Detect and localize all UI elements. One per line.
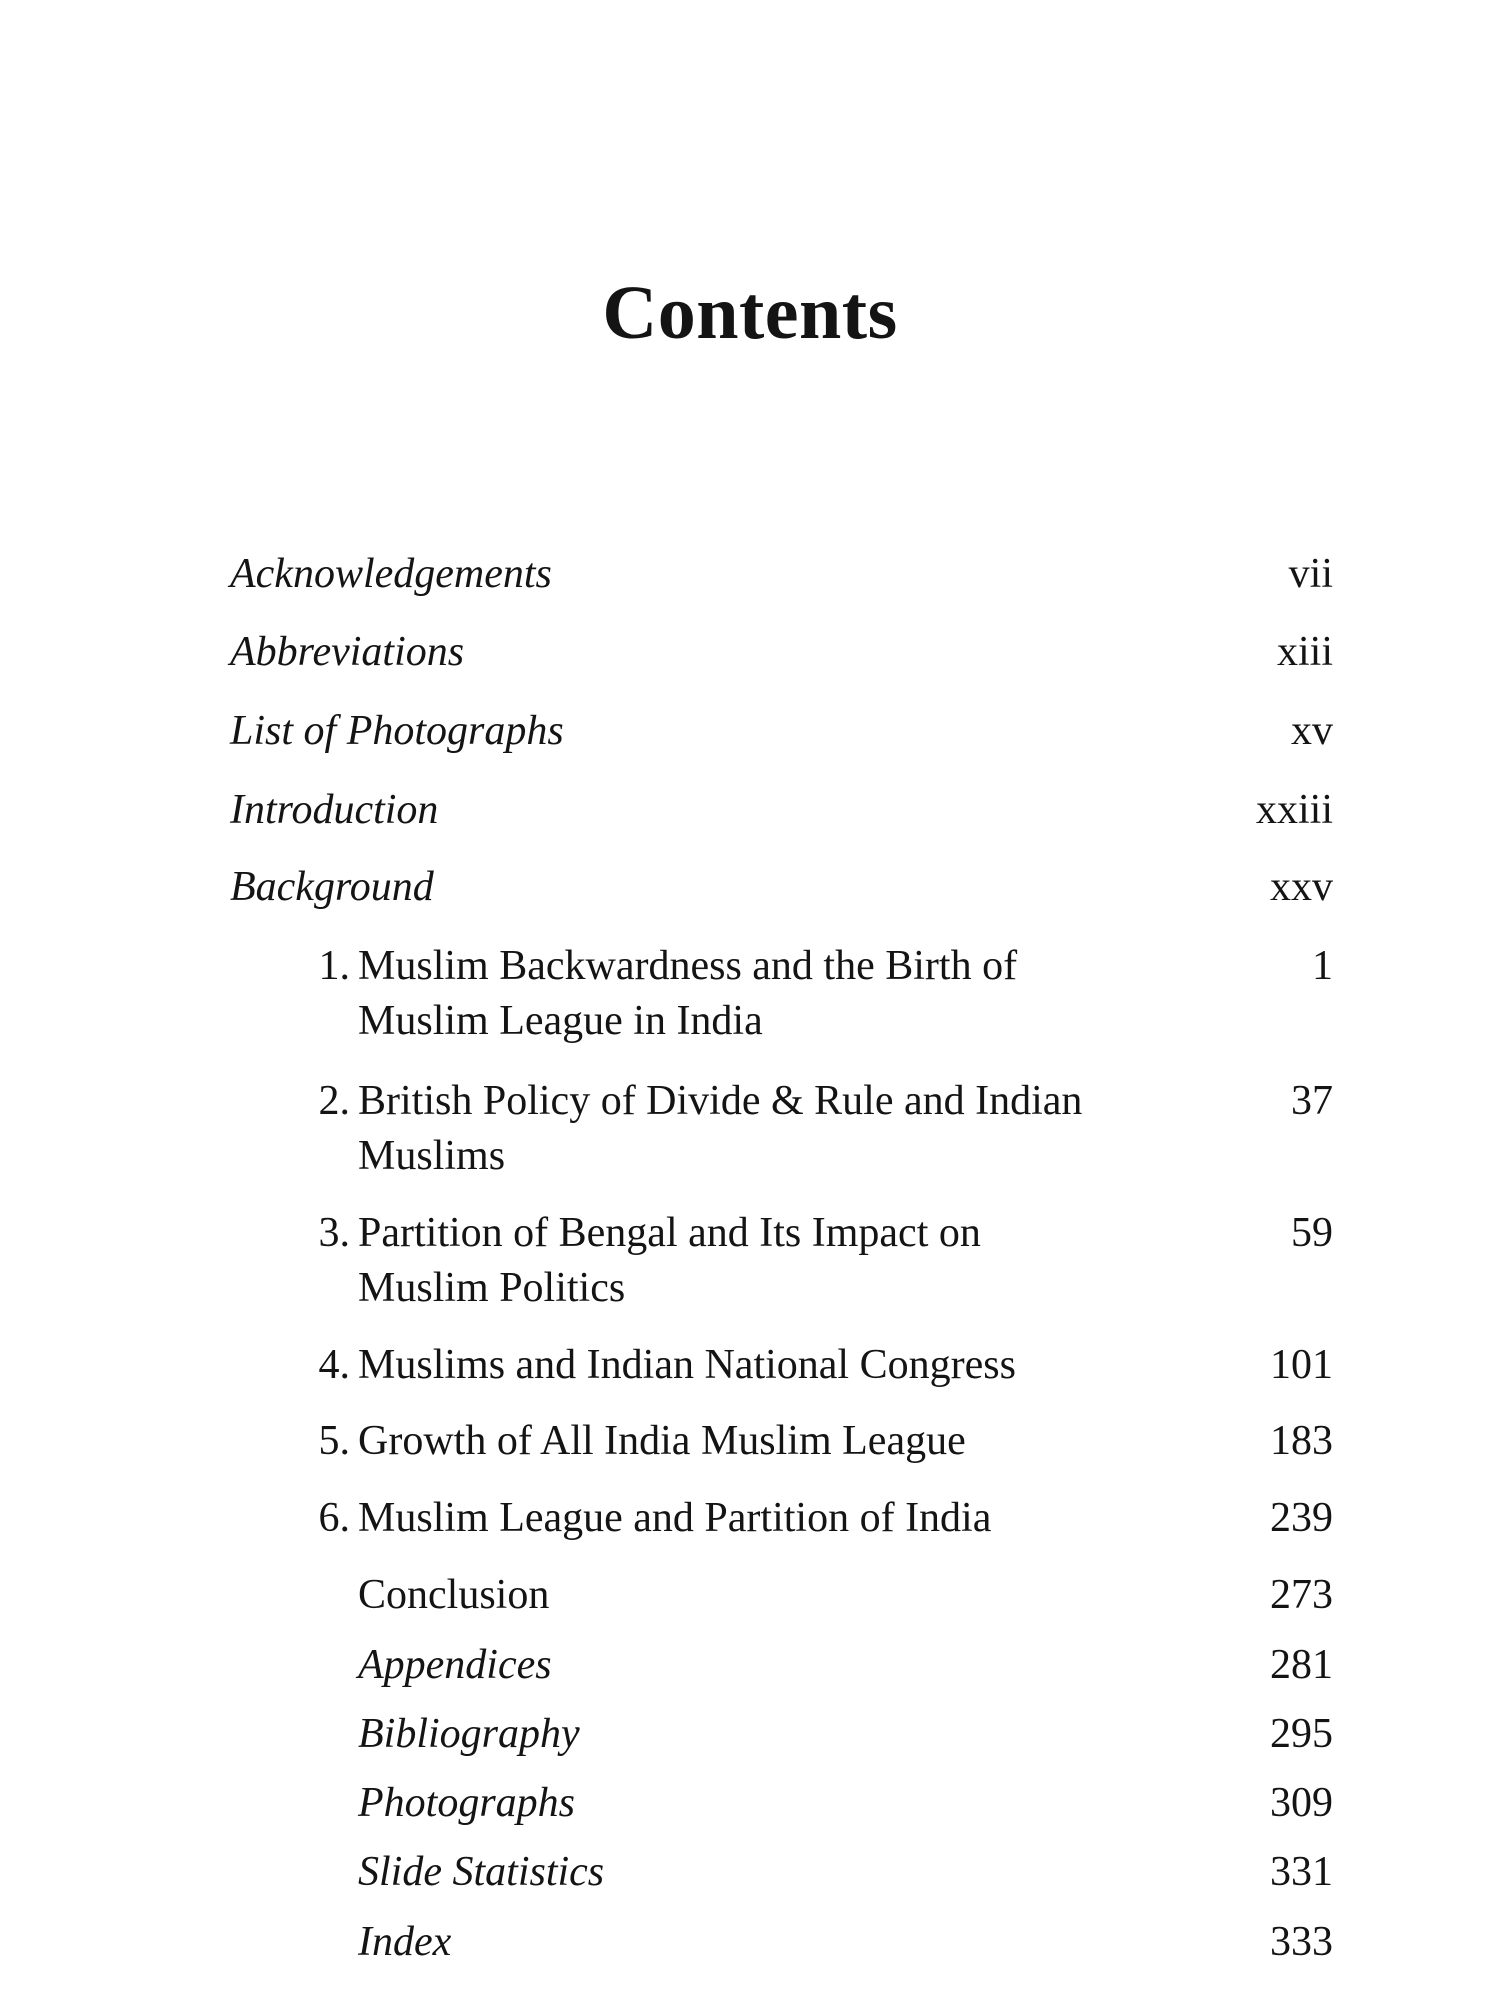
toc-entry-acknowledgements: Acknowledgements xyxy=(230,551,552,597)
page-title: Contents xyxy=(602,271,898,355)
chapter-title: Muslim Backwardness and the Birth of Muslim League in India xyxy=(358,943,1018,1044)
chapter-page: 1 xyxy=(1312,943,1333,989)
toc-page-conclusion: 273 xyxy=(1270,1572,1333,1618)
toc-page-appendices: 281 xyxy=(1270,1642,1333,1688)
chapter-number: 4. xyxy=(318,1342,350,1388)
toc-page-index: 333 xyxy=(1270,1919,1333,1965)
chapter-number: 6. xyxy=(318,1495,350,1541)
chapter-number: 2. xyxy=(318,1078,350,1124)
chapter-title: Growth of All India Muslim League xyxy=(358,1418,966,1464)
chapter-title: Muslims and Indian National Congress xyxy=(358,1342,1016,1388)
toc-page-list-of-photographs: xv xyxy=(1291,708,1333,754)
toc-entry-index: Index xyxy=(358,1919,452,1965)
toc-entry-conclusion: Conclusion xyxy=(358,1572,550,1618)
toc-page-photographs: 309 xyxy=(1270,1780,1333,1826)
toc-entry-appendices: Appendices xyxy=(358,1642,552,1688)
chapter-page: 101 xyxy=(1270,1342,1333,1388)
toc-entry-list-of-photographs: List of Photographs xyxy=(230,708,564,754)
chapter-page: 37 xyxy=(1291,1078,1333,1124)
toc-page-acknowledgements: vii xyxy=(1288,551,1333,597)
toc-page-bibliography: 295 xyxy=(1270,1711,1333,1757)
toc-entry-slide-statistics: Slide Statistics xyxy=(358,1849,605,1895)
toc-entry-abbreviations: Abbreviations xyxy=(230,629,465,675)
chapter-title: British Policy of Divide & Rule and Indian Muslims xyxy=(358,1078,1083,1179)
toc-entry-background: Background xyxy=(230,864,434,910)
toc-page-introduction: xxiii xyxy=(1255,787,1333,833)
toc-page-abbreviations: xiii xyxy=(1276,629,1333,675)
chapter-page: 59 xyxy=(1291,1210,1333,1256)
toc-page-slide-statistics: 331 xyxy=(1270,1849,1333,1895)
chapter-page: 239 xyxy=(1270,1495,1333,1541)
chapter-number: 3. xyxy=(318,1210,350,1256)
chapter-number: 1. xyxy=(318,943,350,989)
toc-entry-bibliography: Bibliography xyxy=(358,1711,580,1757)
toc-page-background: xxv xyxy=(1270,864,1333,910)
chapter-title: Partition of Bengal and Its Impact on Muslim Politics xyxy=(358,1210,981,1311)
toc-entry-photographs: Photographs xyxy=(358,1780,576,1826)
chapter-title: Muslim League and Partition of India xyxy=(358,1495,992,1541)
toc-entry-introduction: Introduction xyxy=(230,787,439,833)
chapter-number: 5. xyxy=(318,1418,350,1464)
chapter-page: 183 xyxy=(1270,1418,1333,1464)
